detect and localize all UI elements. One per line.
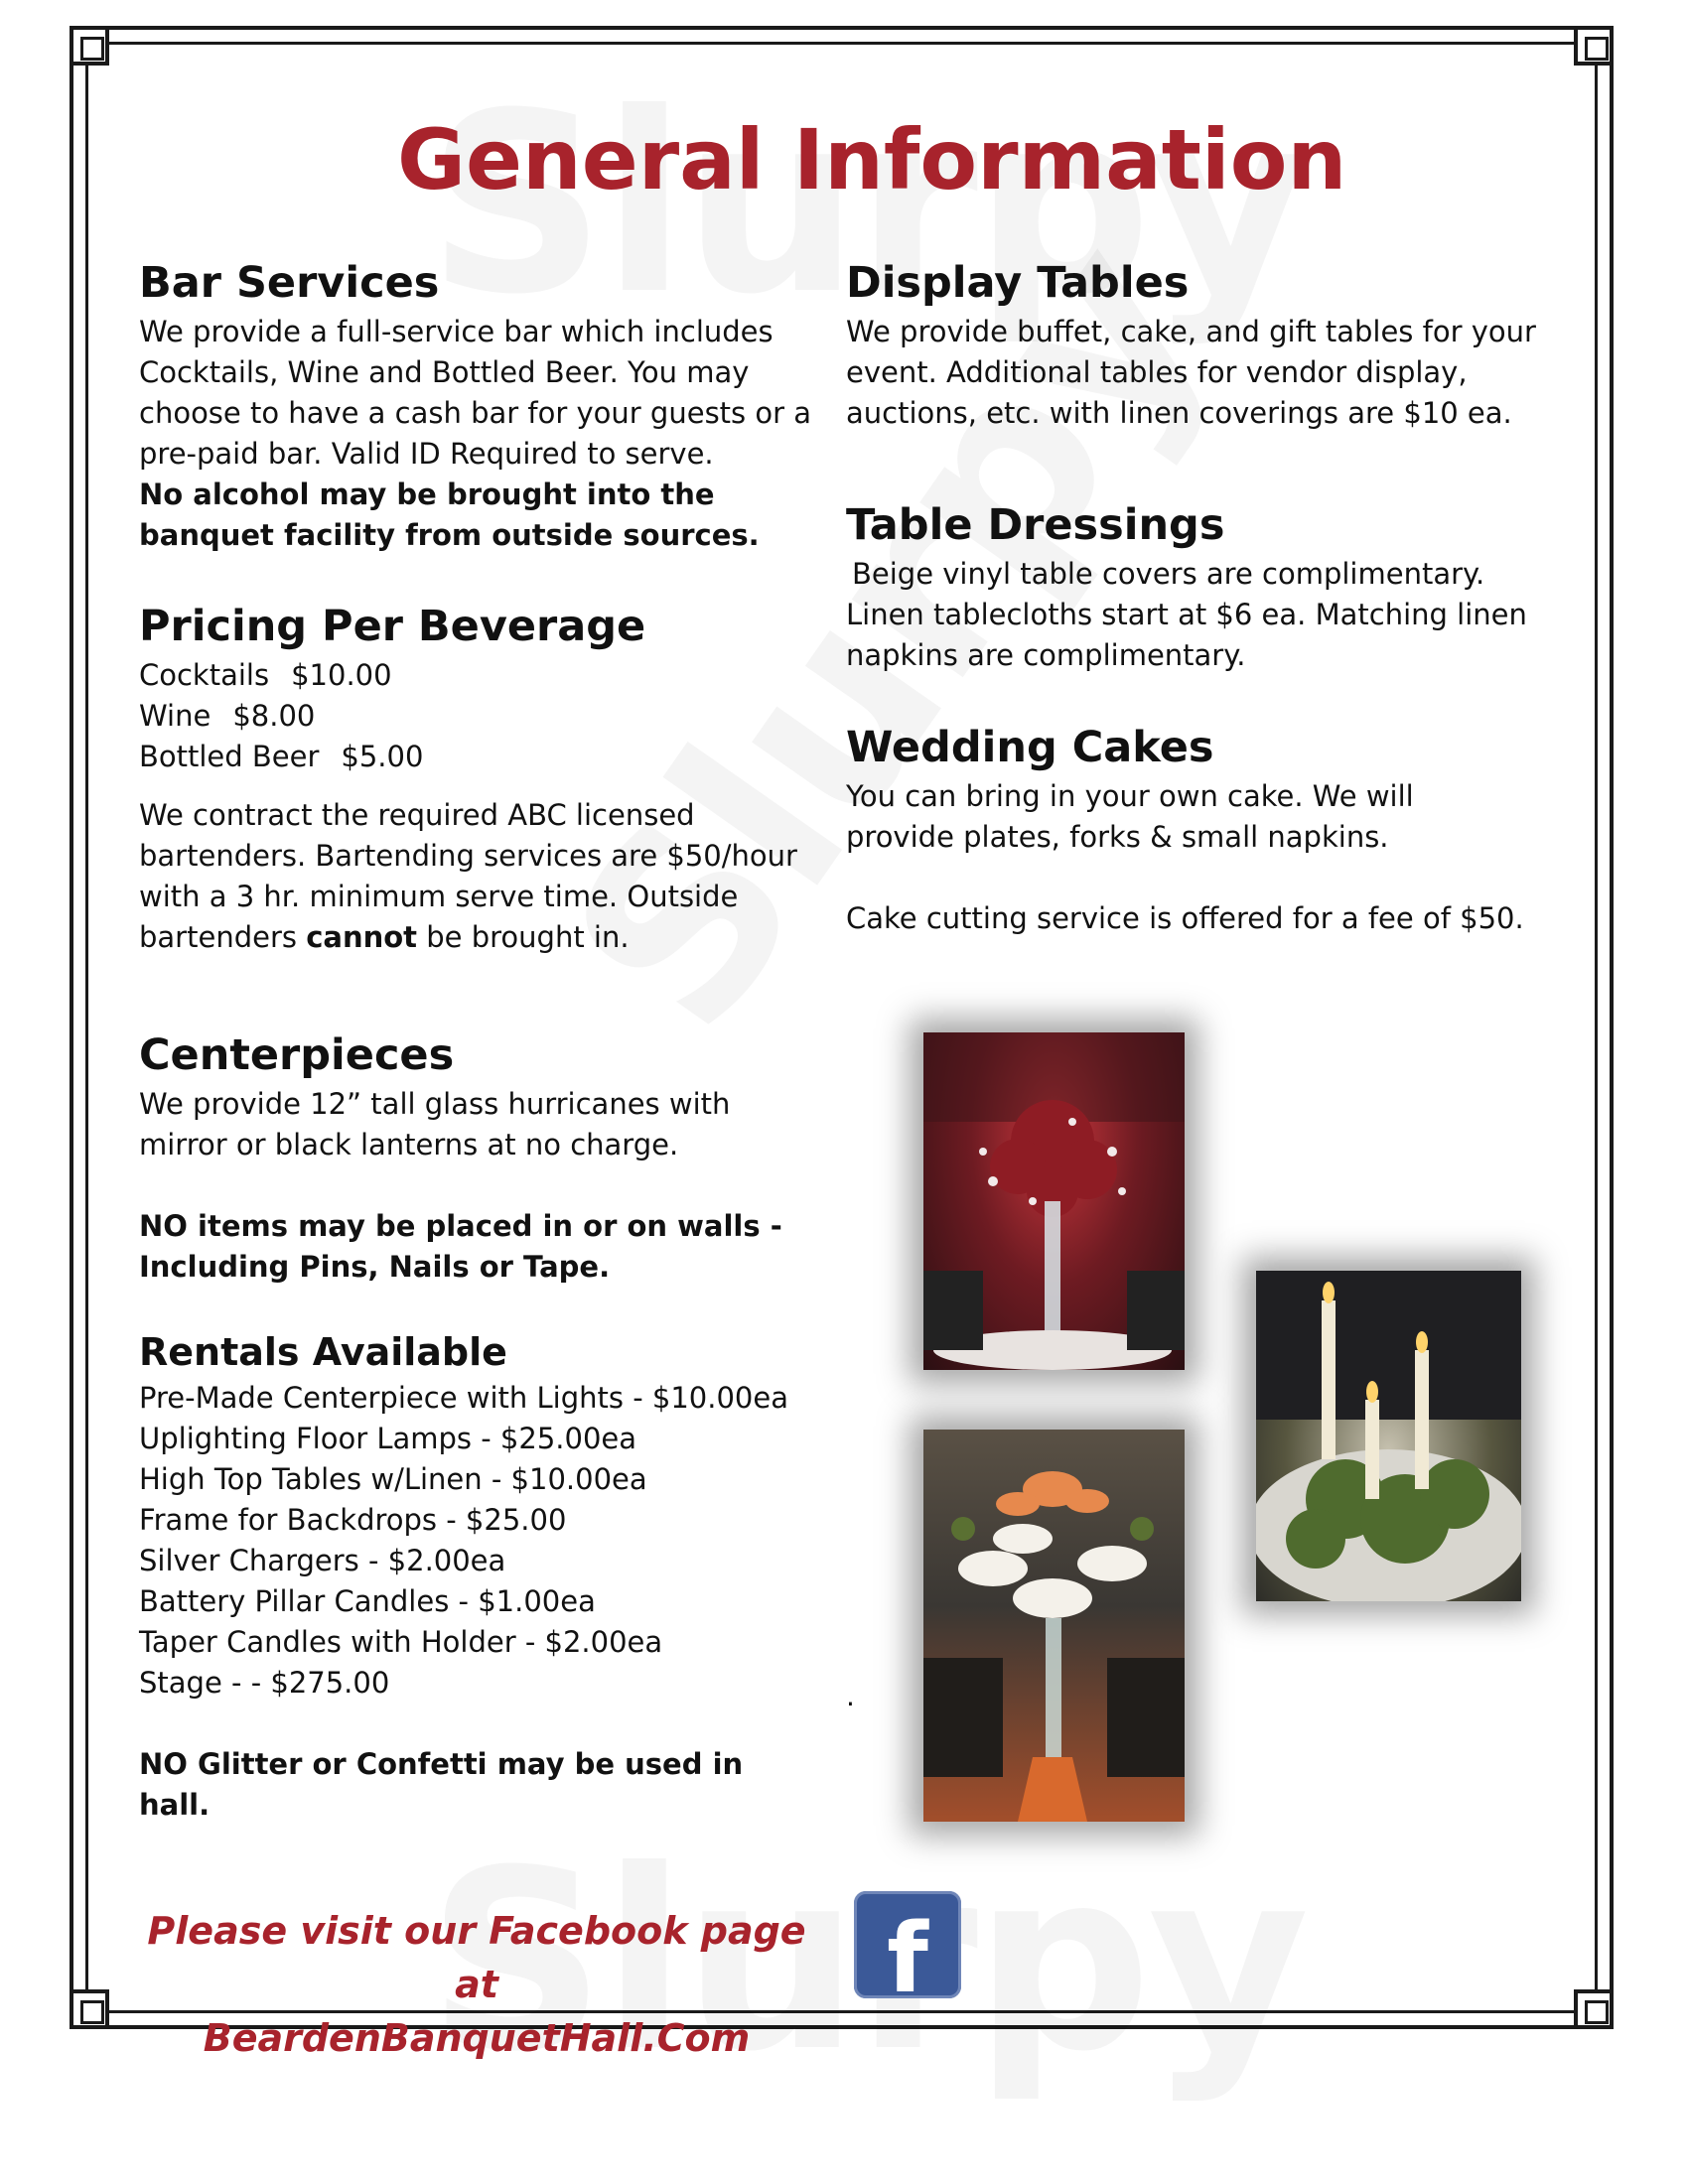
walls-notice: NO items may be placed in or on walls - Including Pins, Nails or Tape. (139, 1209, 782, 1284)
rental-item: Taper Candles with Holder - $2.00ea (139, 1625, 663, 1659)
border-corner-ornament (1574, 1989, 1614, 2029)
wedding-cakes-text: You can bring in your own cake. We will provide plates, forks & small napkins. (846, 779, 1414, 854)
bartender-text (139, 795, 814, 958)
centerpiece-photo-red (923, 1032, 1185, 1370)
price-item-amount: $5.00 (341, 740, 424, 773)
bartender-text-bold: cannot (306, 920, 418, 954)
display-tables-heading: Display Tables (846, 258, 1190, 308)
website-link[interactable]: BeardenBanquetHall.Com (203, 2016, 751, 2060)
bartender-text-main: We contract the required ABC licensed bartenders. Bartending services are $50/hour with a 3 hr. minimum serve time. Outside bartenders (139, 798, 797, 954)
facebook-invite-line1: Please visit our Facebook page at (147, 1909, 806, 2006)
wedding-cakes-section (846, 721, 1561, 939)
bartender-text-end: be brought in. (426, 920, 630, 954)
table-dressings-heading: Table Dressings (846, 500, 1225, 550)
price-row (139, 737, 814, 777)
table-dressings-text: Beige vinyl table covers are complimentary. Linen tablecloths start at $6 ea. Matching linen napkins are complimentary. (846, 557, 1527, 672)
price-item-amount: $8.00 (232, 699, 316, 733)
border-corner-ornament (70, 26, 109, 66)
border-corner-ornament (1574, 26, 1614, 66)
price-row (139, 696, 814, 737)
stray-period: . (846, 1680, 855, 1712)
pricing-heading: Pricing Per Beverage (139, 602, 646, 651)
price-item-name: Cocktails (139, 658, 270, 692)
lily-centerpiece-photo (923, 1430, 1185, 1822)
rentals-section (139, 1328, 814, 1826)
page-title: General Information (397, 111, 1347, 208)
bar-services-section (139, 256, 814, 556)
facebook-invite (119, 1904, 834, 2065)
rentals-heading: Rentals Available (139, 1330, 507, 1374)
pricing-section (139, 600, 814, 958)
taper-candles-photo (1256, 1271, 1521, 1601)
price-item-name: Bottled Beer (139, 740, 320, 773)
rental-item: Silver Chargers - $2.00ea (139, 1544, 506, 1577)
price-item-name: Wine (139, 699, 211, 733)
price-row (139, 655, 814, 696)
bar-services-text: We provide a full-service bar which includes Cocktails, Wine and Bottled Beer. You may choose to have a cash bar for your guests or a pre-paid bar. Valid ID Required to serve. (139, 315, 812, 471)
facebook-icon[interactable] (854, 1891, 961, 2014)
rental-item: High Top Tables w/Linen - $10.00ea (139, 1462, 647, 1496)
display-tables-text: We provide buffet, cake, and gift tables for your event. Additional tables for vendor display, auctions, etc. with linen coverings are $10 ea. (846, 315, 1536, 430)
wedding-cakes-heading: Wedding Cakes (846, 723, 1214, 772)
rental-item: Uplighting Floor Lamps - $25.00ea (139, 1422, 637, 1455)
rental-item: Frame for Backdrops - $25.00 (139, 1503, 567, 1537)
rental-item: Pre-Made Centerpiece with Lights - $10.00ea (139, 1381, 788, 1415)
centerpieces-heading: Centerpieces (139, 1030, 455, 1080)
glitter-notice: NO Glitter or Confetti may be used in hall. (139, 1747, 744, 1822)
table-dressings-section (846, 498, 1561, 676)
display-tables-section (846, 256, 1561, 434)
price-item-amount: $10.00 (291, 658, 392, 692)
bar-services-notice: No alcohol may be brought into the banquet facility from outside sources. (139, 478, 760, 552)
centerpieces-section (139, 1028, 814, 1288)
rental-item: Stage - - $275.00 (139, 1666, 390, 1700)
cake-cutting-text: Cake cutting service is offered for a fee of $50. (846, 901, 1524, 935)
bar-services-heading: Bar Services (139, 258, 440, 308)
rental-item: Battery Pillar Candles - $1.00ea (139, 1584, 596, 1618)
border-corner-ornament (70, 1989, 109, 2029)
facebook-f-glyph: f (887, 1903, 928, 2014)
centerpieces-text: We provide 12” tall glass hurricanes with mirror or black lanterns at no charge. (139, 1087, 731, 1161)
